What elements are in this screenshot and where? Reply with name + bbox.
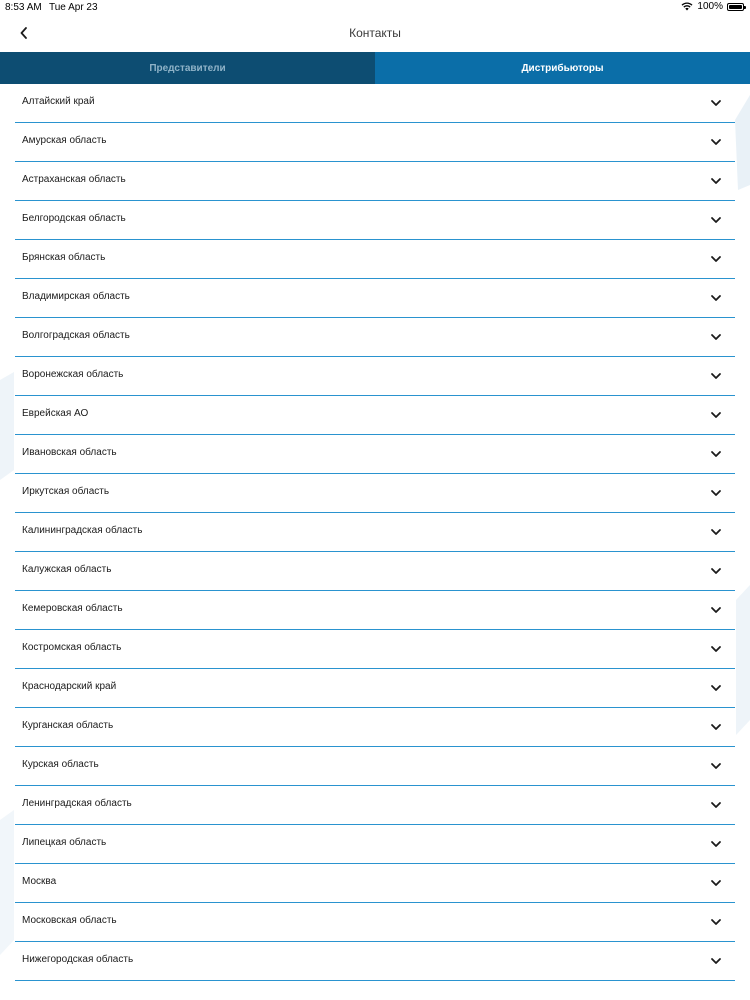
tab-distributors[interactable]: Дистрибьюторы [375,52,750,84]
list-item-label: Алтайский край [22,96,95,107]
chevron-down-icon [709,174,723,188]
chevron-down-icon [709,642,723,656]
list-item[interactable] [15,357,735,396]
chevron-down-icon [709,525,723,539]
list-item[interactable] [15,240,735,279]
list-item[interactable] [15,630,735,669]
tab-representatives[interactable]: Представители [0,52,375,84]
status-time: 8:53 AM [5,2,42,13]
list-item-label: Москва [22,876,57,887]
chevron-down-icon [709,759,723,773]
chevron-down-icon [709,330,723,344]
list-item-label: Белгородская область [22,213,126,224]
list-item[interactable] [15,123,735,162]
chevron-down-icon [709,369,723,383]
status-date: Tue Apr 23 [49,2,98,13]
list-item-label: Иркутская область [22,486,110,497]
list-item-label: Костромская область [22,642,122,653]
list-item[interactable] [15,435,735,474]
list-item[interactable] [15,318,735,357]
list-item-label: Ленинградская область [22,798,132,809]
list-item[interactable] [15,786,735,825]
chevron-down-icon [709,291,723,305]
battery-percent: 100% [697,1,723,12]
list-item-label: Липецкая область [22,837,107,848]
list-item-label: Калужская область [22,564,112,575]
list-item[interactable] [15,396,735,435]
chevron-down-icon [709,408,723,422]
list-item[interactable] [15,474,735,513]
chevron-down-icon [709,252,723,266]
chevron-down-icon [709,798,723,812]
navigation-bar [0,16,750,52]
list-item-label: Нижегородская область [22,954,134,965]
list-item[interactable] [15,279,735,318]
chevron-down-icon [709,681,723,695]
page-title: Контакты [349,26,401,40]
chevron-down-icon [709,486,723,500]
list-item[interactable] [15,552,735,591]
chevron-down-icon [709,135,723,149]
chevron-down-icon [709,96,723,110]
list-item[interactable] [15,747,735,786]
list-item[interactable] [15,825,735,864]
tab-bar [0,52,750,84]
status-bar [0,0,750,16]
list-item[interactable] [15,864,735,903]
chevron-down-icon [709,213,723,227]
list-item-label: Калининградская область [22,525,143,536]
list-item[interactable] [15,201,735,240]
chevron-down-icon [709,837,723,851]
list-item-label: Волгоградская область [22,330,130,341]
chevron-down-icon [709,915,723,929]
list-item-label: Владимирская область [22,291,130,302]
wifi-icon [681,2,693,11]
list-item-label: Воронежская область [22,369,124,380]
list-item-label: Амурская область [22,135,107,146]
list-item-label: Астраханская область [22,174,126,185]
region-list [15,84,735,981]
list-item-label: Курганская область [22,720,114,731]
list-item[interactable] [15,162,735,201]
chevron-down-icon [709,876,723,890]
list-item[interactable] [15,708,735,747]
list-item-label: Московская область [22,915,117,926]
chevron-down-icon [709,954,723,968]
list-item[interactable] [15,591,735,630]
list-item[interactable] [15,513,735,552]
list-item-label: Брянская область [22,252,106,263]
list-item-label: Еврейская АО [22,408,89,419]
chevron-down-icon [709,720,723,734]
list-item-label: Краснодарский край [22,681,117,692]
battery-icon [727,3,744,11]
list-item[interactable] [15,84,735,123]
chevron-down-icon [709,603,723,617]
chevron-down-icon [709,447,723,461]
status-right [681,1,744,12]
list-item[interactable] [15,669,735,708]
list-item[interactable] [15,903,735,942]
list-item-label: Ивановская область [22,447,117,458]
list-item[interactable] [15,942,735,981]
chevron-down-icon [709,564,723,578]
list-item-label: Кемеровская область [22,603,123,614]
list-item-label: Курская область [22,759,99,770]
